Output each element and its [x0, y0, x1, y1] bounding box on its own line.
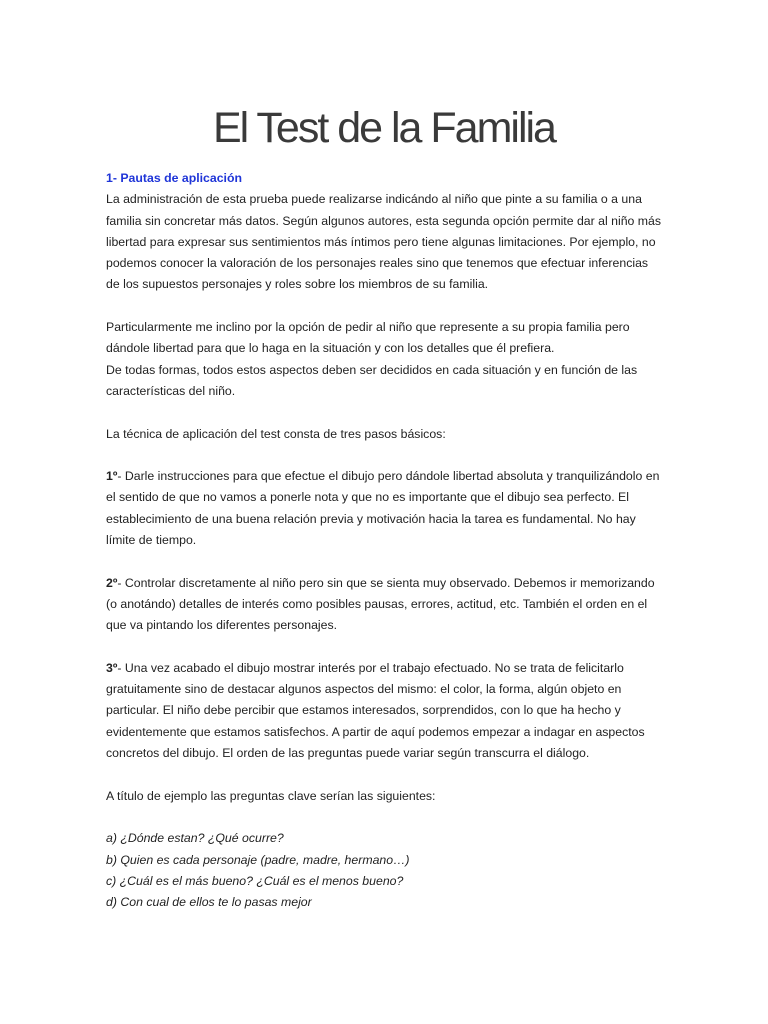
- step-number: 2º: [106, 575, 118, 590]
- step-number: 1º: [106, 469, 118, 484]
- paragraph: La administración de esta prueba puede realizarse indicándo al niño que pinte a su familia o a una familia sin concretar más datos. Según algunos autores, esta segunda opción permite dar al niño más libertad para expresar sus sentimientos más íntimos pero tiene algunas limitaciones. Por ejemplo, no podemos conocer la valoración de los personajes reales sino que tenemos que efectuar inferencias de los supuestos personajes y roles sobre los miembros de su familia.: [106, 192, 662, 292]
- document-body: [106, 168, 662, 913]
- step-number: 3º: [106, 660, 118, 675]
- question-item: d) Con cual de ellos te lo pasas mejor: [106, 895, 312, 910]
- paragraph: La técnica de aplicación del test consta de tres pasos básicos:: [106, 426, 446, 441]
- step-item: [106, 658, 662, 764]
- section-heading: 1- Pautas de aplicación: [106, 171, 242, 185]
- paragraph: De todas formas, todos estos aspectos deben ser decididos en cada situación y en función de las características del niño.: [106, 362, 638, 398]
- question-item: b) Quien es cada personaje (padre, madre, hermano…): [106, 852, 410, 867]
- step-text: - Controlar discretamente al niño pero sin que se sienta muy observado. Debemos ir memorizando (o anotándo) detalles de interés como posibles pausas, errores, actitud, etc. También el orden en el que va pintando los diferentes personajes.: [106, 575, 655, 633]
- paragraph: Particularmente me inclino por la opción de pedir al niño que represente a su propia familia pero dándole libertad para que lo haga en la situación y con los detalles que él prefiera.: [106, 320, 630, 356]
- question-item: c) ¿Cuál es el más bueno? ¿Cuál es el menos bueno?: [106, 873, 404, 888]
- question-item: a) ¿Dónde estan? ¿Qué ocurre?: [106, 831, 284, 846]
- step-item: [106, 573, 662, 637]
- step-item: [106, 466, 662, 551]
- page-title: El Test de la Familia: [213, 104, 555, 152]
- step-text: - Una vez acabado el dibujo mostrar interés por el trabajo efectuado. No se trata de felicitarlo gratuitamente sino de destacar algunos aspectos del mismo: el color, la forma, algún objeto en particular. El niño debe percibir que estamos interesados, sorprendidos, con lo que ha hecho y evidentemente que estamos satisfechos. A partir de aquí podemos empezar a indagar en aspectos concretos del dibujo. El orden de las preguntas puede variar según transcurra el diálogo.: [106, 660, 645, 761]
- questions-intro: A título de ejemplo las preguntas clave serían las siguientes:: [106, 788, 436, 803]
- step-text: - Darle instrucciones para que efectue el dibujo pero dándole libertad absoluta y tranquilizándolo en el sentido de que no vamos a ponerle nota y que no es importante que el dibujo sea perfecto. El establecimiento de una buena relación previa y motivación hacia la tarea es fundamental. No hay límite de tiempo.: [106, 469, 660, 548]
